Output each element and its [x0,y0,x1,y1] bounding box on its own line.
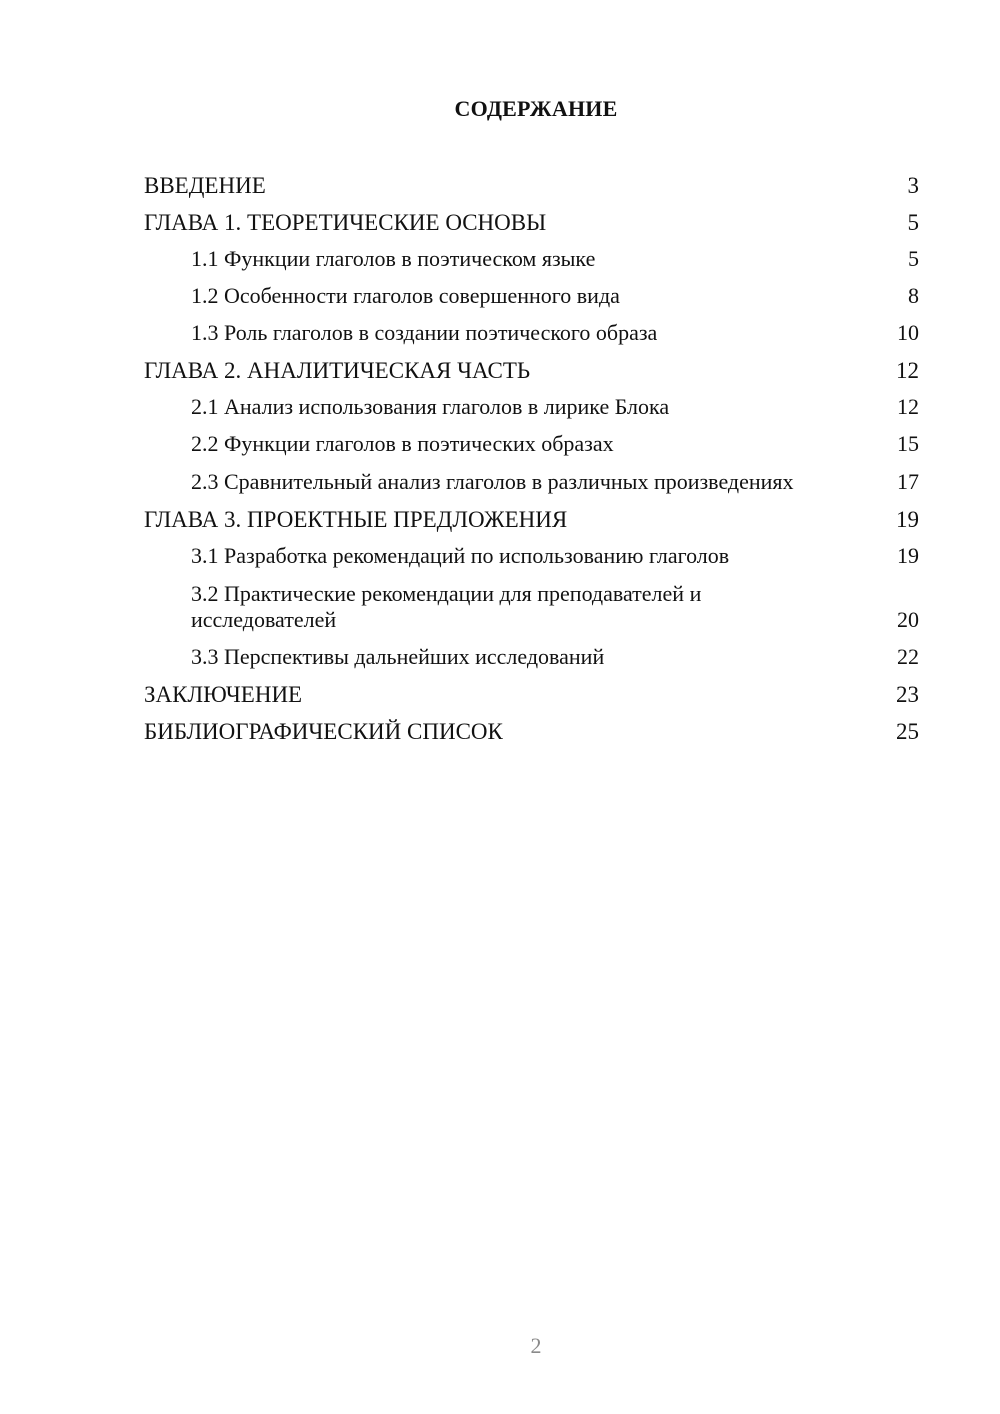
toc-entry[interactable] [144,575,919,639]
toc-entry[interactable] [144,713,919,750]
toc-entry[interactable] [144,639,919,676]
toc-entry[interactable] [144,352,919,389]
toc-entry-page: 17 [897,469,919,494]
toc-entry-page: 19 [896,507,919,532]
toc-entry[interactable] [144,389,919,426]
toc-entry-text: ГЛАВА 3. ПРОЕКТНЫЕ ПРЕДЛОЖЕНИЯ [144,507,568,532]
toc-entry-text: 3.1 Разработка рекомендаций по использованию глаголов [191,543,730,568]
toc-entry-page: 23 [896,682,919,707]
toc-entry-page: 5 [908,246,919,271]
toc-entry[interactable] [144,426,919,463]
toc-entry-page: 19 [897,543,919,568]
toc-entry-page: 15 [897,431,919,456]
toc-entry-page: 12 [897,394,919,419]
toc-entry[interactable] [144,501,919,538]
toc-entry-text: ГЛАВА 1. ТЕОРЕТИЧЕСКИЕ ОСНОВЫ [144,210,547,235]
toc-entry-page: 3 [907,173,919,198]
toc-entry-text: 1.2 Особенности глаголов совершенного вида [191,283,620,308]
toc-entry-page: 25 [896,719,919,744]
toc-entry-text: 2.2 Функции глаголов в поэтических образах [191,431,614,456]
toc-entry[interactable] [144,315,919,352]
toc-entry[interactable] [144,204,919,241]
toc-entry[interactable] [144,167,919,204]
toc-entry-page: 8 [908,283,919,308]
toc-entry-text: 2.3 Сравнительный анализ глаголов в различных произведениях [191,469,794,494]
toc-entry-text: 3.2 Практические рекомендации для преподавателей и исследователей [191,581,702,632]
toc-entry-text: 1.1 Функции глаголов в поэтическом языке [191,246,596,271]
page-number: 2 [530,1333,542,1358]
toc-entry-text: БИБЛИОГРАФИЧЕСКИЙ СПИСОК [144,719,503,744]
toc-entry-text: ВВЕДЕНИЕ [144,173,266,198]
toc-entry-page: 20 [897,607,919,632]
toc-entry[interactable] [144,676,919,713]
toc-entry-text: 1.3 Роль глаголов в создании поэтического образа [191,320,658,345]
toc-entry-page: 5 [907,210,919,235]
toc-entry-page: 22 [897,644,919,669]
toc-entry-page: 10 [897,320,919,345]
toc-entry-text: 2.1 Анализ использования глаголов в лирике Блока [191,394,670,419]
toc-entry[interactable] [144,278,919,315]
toc-entry[interactable] [144,538,919,575]
toc-entry-text: 3.3 Перспективы дальнейших исследований [191,644,605,669]
toc-entry-text: ЗАКЛЮЧЕНИЕ [144,682,303,707]
page-title: СОДЕРЖАНИЕ [454,96,618,121]
toc-entry[interactable] [144,241,919,278]
toc-entry-page: 12 [896,358,919,383]
toc-entry-text: ГЛАВА 2. АНАЛИТИЧЕСКАЯ ЧАСТЬ [144,358,531,383]
table-of-contents [144,167,919,750]
toc-entry[interactable] [144,463,919,501]
